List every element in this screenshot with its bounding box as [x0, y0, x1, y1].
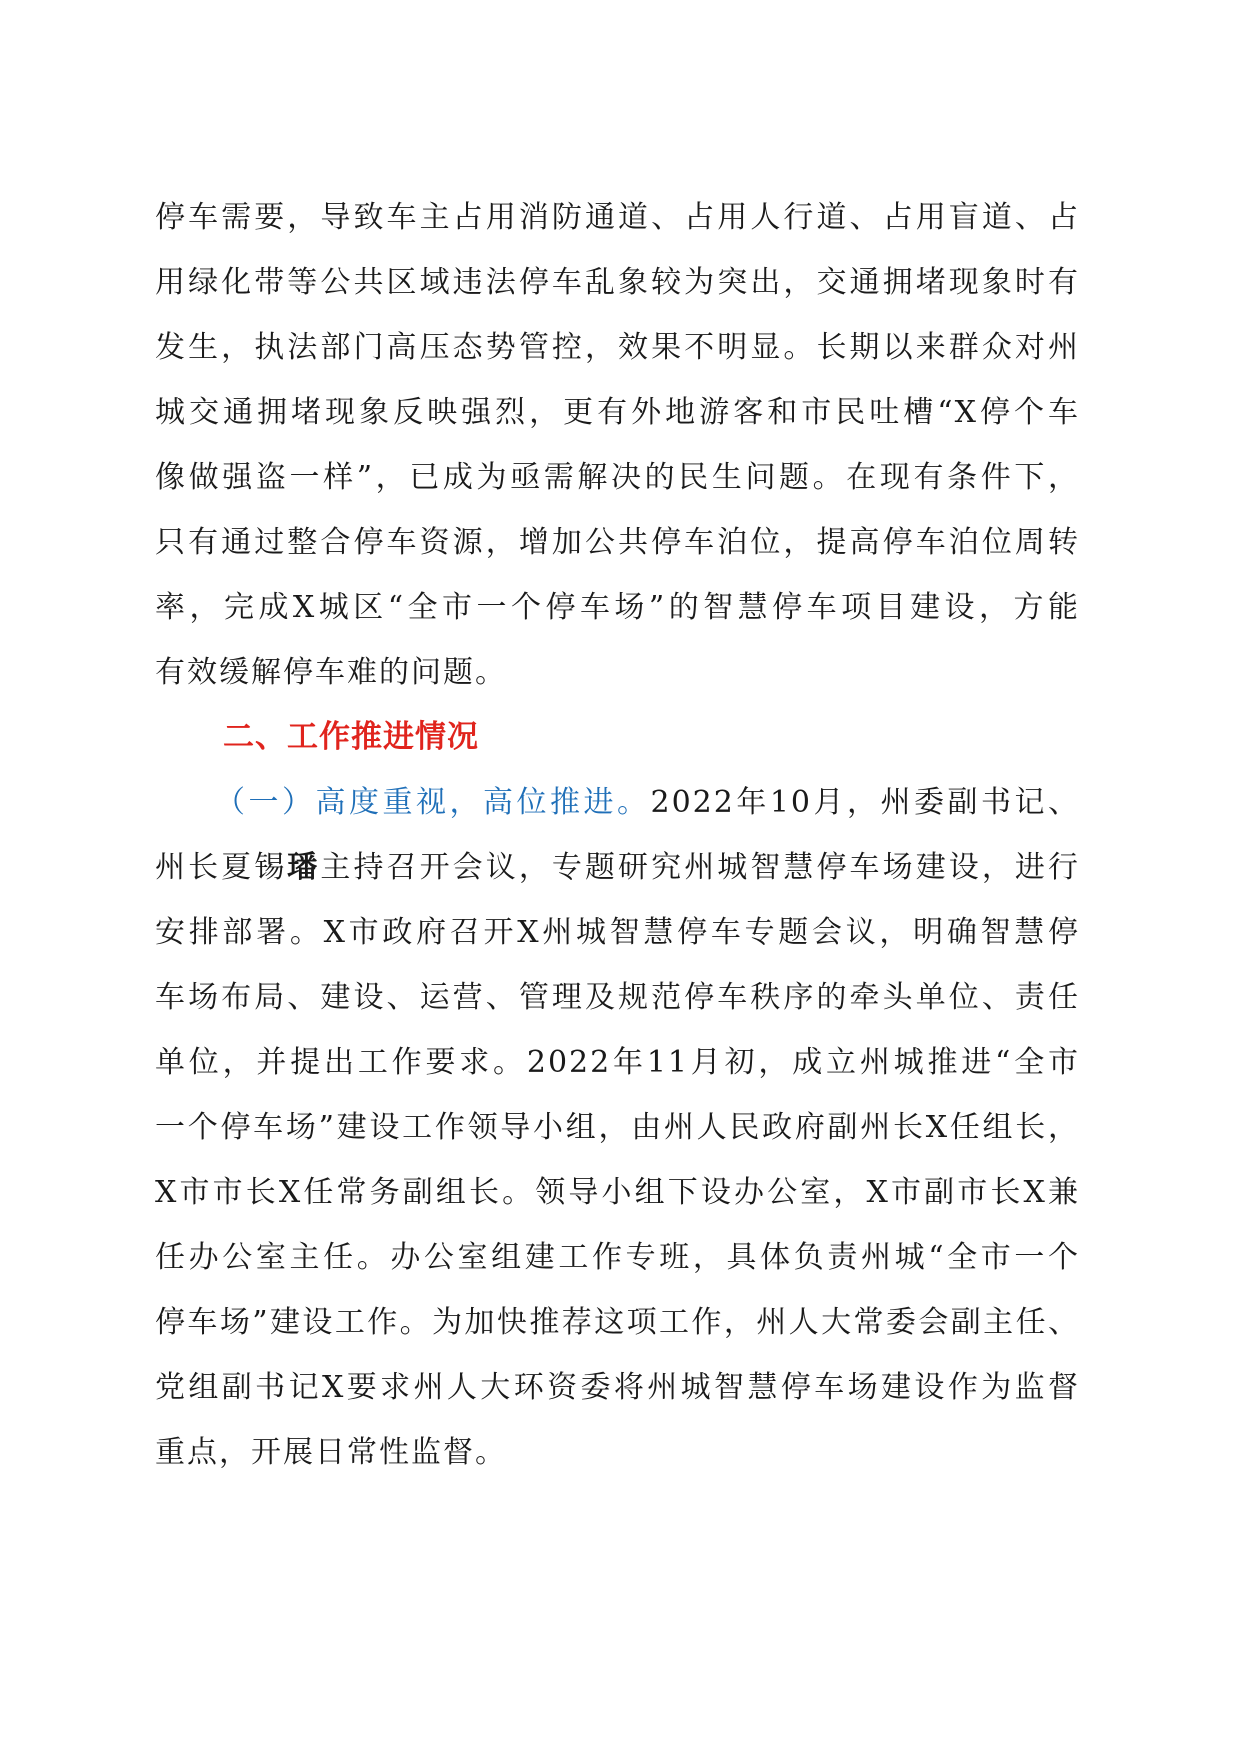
paragraph-first-line	[155, 770, 1080, 835]
paragraph-text: 主持召开会议，专题研究州城智慧停车场建设，进行	[320, 850, 1081, 885]
paragraph-text: 州长夏锡	[155, 850, 288, 885]
paragraph-line: 车场布局、建设、运营、管理及规范停车秩序的牵头单位、责任	[155, 980, 1080, 1015]
paragraph-line: 城交通拥堵现象反映强烈，更有外地游客和市民吐槽“X停个车	[155, 395, 1080, 430]
paragraph-line	[155, 835, 1080, 900]
paragraph-line: 单位，并提出工作要求。2022年11月初，成立州城推进“全市	[155, 1045, 1080, 1080]
paragraph-line: 安排部署。X市政府召开X州城智慧停车专题会议，明确智慧停	[155, 915, 1080, 950]
paragraph-line: 停车场”建设工作。为加快推荐这项工作，州人大常委会副主任、	[155, 1305, 1080, 1340]
paragraph-line: 率，完成X城区“全市一个停车场”的智慧停车项目建设，方能	[155, 590, 1080, 625]
paragraph-line: 有效缓解停车难的问题。	[155, 655, 507, 690]
paragraph-line: 像做强盗一样”，已成为亟需解决的民生问题。在现有条件下，	[155, 460, 1080, 495]
paragraph-text: 2022年10月，州委副书记、	[650, 785, 1080, 820]
paragraph-line: 停车需要，导致车主占用消防通道、占用人行道、占用盲道、占	[155, 200, 1080, 235]
paragraph-line: 党组副书记X要求州人大环资委将州城智慧停车场建设作为监督	[155, 1370, 1080, 1405]
paragraph-line: X市市长X任常务副组长。领导小组下设办公室，X市副市长X兼	[155, 1175, 1080, 1210]
paragraph-line: 任办公室主任。办公室组建工作专班，具体负责州城“全市一个	[155, 1240, 1080, 1275]
subsection-heading: （一）高度重视，高位推进。	[215, 785, 651, 820]
paragraph-line: 发生，执法部门高压态势管控，效果不明显。长期以来群众对州	[155, 330, 1080, 365]
paragraph-line: 用绿化带等公共区域违法停车乱象较为突出，交通拥堵现象时有	[155, 265, 1080, 300]
name-character: 璠	[287, 850, 321, 885]
paragraph-line: 一个停车场”建设工作领导小组，由州人民政府副州长X任组长，	[155, 1110, 1080, 1145]
document-body	[155, 185, 1080, 1485]
paragraph-line: 只有通过整合停车资源，增加公共停车泊位，提高停车泊位周转	[155, 525, 1080, 560]
section-heading: 二、工作推进情况	[223, 719, 479, 755]
paragraph-line: 重点，开展日常性监督。	[155, 1435, 507, 1470]
